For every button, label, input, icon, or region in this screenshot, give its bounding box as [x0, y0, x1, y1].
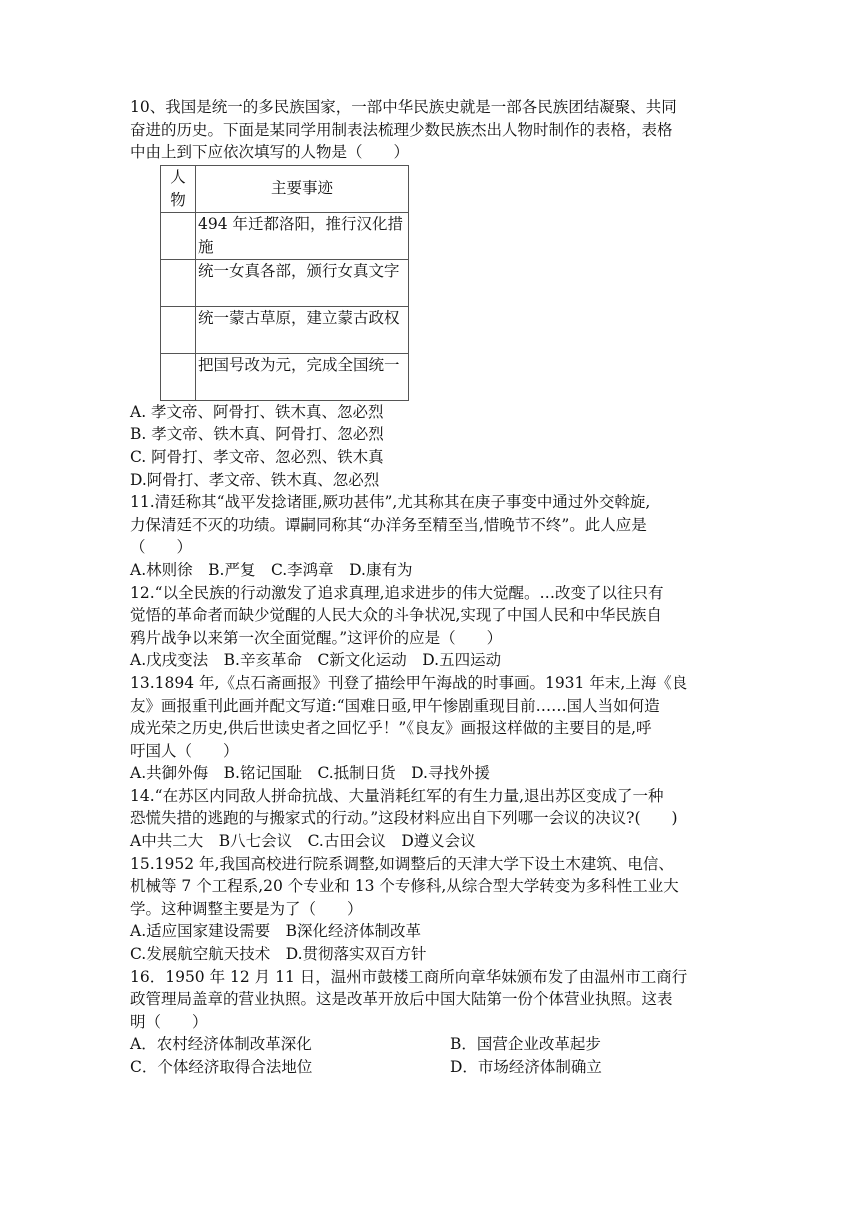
table-deed-cell: 统一女真各部，颁行女真文字 — [196, 259, 409, 306]
q16-option-row — [130, 1033, 730, 1056]
q10-option: A. 孝文帝、阿骨打、铁木真、忽必烈 — [130, 402, 384, 421]
question-15 — [130, 853, 730, 966]
q15-stem-line: 机械等 7 个工程系,20 个专业和 13 个专修科,从综合型大学转变为多科性工业大 — [130, 877, 679, 896]
table-header-deeds: 主要事迹 — [196, 165, 409, 212]
q12-stem-line: 鸦片战争以来第一次全面觉醒。”这评价的应是（ ） — [130, 628, 503, 647]
question-14 — [130, 785, 730, 853]
q16-option-d: D．市场经济体制确立 — [450, 1058, 602, 1076]
q16-stem-line: 16．1950 年 12 月 11 日，温州市鼓楼工商所向章华妹颁布发了由温州市工商行 — [130, 967, 688, 986]
q10-stem-line: 奋进的历史。下面是某同学用制表法梳理少数民族杰出人物时制作的表格，表格 — [130, 120, 673, 139]
q10-stem-line: 10、我国是统一的多民族国家，一部中华民族史就是一部各民族团结凝聚、共同 — [130, 98, 677, 116]
table-person-cell — [161, 353, 196, 400]
q13-stem-line: 成光荣之历史,供后世读史者之回忆乎！”《良友》画报这样做的主要目的是,呼 — [130, 719, 652, 738]
q13-stem-line: 吁国人（ ） — [130, 741, 239, 760]
q10-stem-line: 中由上到下应依次填写的人物是（ ） — [130, 143, 410, 162]
q11-stem-line: （ ） — [130, 538, 193, 557]
q10-option: D.阿骨打、孝文帝、铁木真、忽必烈 — [130, 470, 380, 489]
q11-stem-line: 11.清廷称其“战平发捻诸匪,厥功甚伟”,尤其称其在庚子事变中通过外交斡旋, — [130, 493, 651, 512]
question-11 — [130, 491, 730, 581]
q16-option-c: C．个体经济取得合法地位 — [130, 1058, 313, 1076]
q10-table — [160, 165, 409, 401]
q11-options: A.林则徐 B.严复 C.李鸿章 D.康有为 — [130, 560, 413, 579]
table-deed-cell: 把国号改为元，完成全国统一 — [196, 353, 409, 400]
q10-option: C. 阿骨打、孝文帝、忽必烈、铁木真 — [130, 447, 384, 466]
question-12 — [130, 582, 730, 672]
table-person-cell — [161, 212, 196, 259]
q15-option-row: A.适应国家建设需要 B深化经济体制改革 — [130, 922, 422, 941]
q13-options: A.共御外侮 B.铭记国耻 C.抵制日货 D.寻找外援 — [130, 764, 490, 783]
question-13 — [130, 672, 730, 785]
q16-option-b: B．国营企业改革起步 — [450, 1035, 601, 1054]
table-deed-cell: 统一蒙古草原，建立蒙古政权 — [196, 306, 409, 353]
q14-stem-line: 14.“在苏区内同敌人拼命抗战、大量消耗红军的有生力量,退出苏区变成了一种 — [130, 786, 664, 805]
q14-options: A中共二大 B八七会议 C.古田会议 D遵义会议 — [130, 832, 476, 851]
q16-option-row — [130, 1056, 730, 1079]
exam-page — [130, 96, 730, 1079]
q12-options: A.戊戌变法 B.辛亥革命 C新文化运动 D.五四运动 — [130, 651, 502, 670]
table-person-cell — [161, 306, 196, 353]
q14-stem-line: 恐慌失措的逃跑的与搬家式的行动。”这段材料应出自下列哪一会议的决议?( ) — [130, 809, 678, 828]
q15-option-row: C.发展航空航天技术 D.贯彻落实双百方针 — [130, 945, 427, 964]
q16-option-a: A．农村经济体制改革深化 — [130, 1035, 312, 1054]
q11-stem-line: 力保清廷不灭的功绩。谭嗣同称其“办洋务至精至当,惜晚节不终”。此人应是 — [130, 515, 647, 534]
table-person-cell — [161, 259, 196, 306]
q15-stem-line: 学。这种调整主要是为了（ ） — [130, 899, 363, 918]
q12-stem-line: 觉悟的革命者而缺少觉醒的人民大众的斗争状况,实现了中国人民和中华民族自 — [130, 606, 662, 625]
question-10 — [130, 96, 730, 491]
table-header-person: 人物 — [161, 165, 196, 212]
q12-stem-line: 12.“以全民族的行动激发了追求真理,追求进步的伟大觉醒。…改变了以往只有 — [130, 583, 664, 602]
q16-stem-line: 明（ ） — [130, 1012, 208, 1031]
q15-stem-line: 15.1952 年,我国高校进行院系调整,如调整后的天津大学下设土木建筑、电信、 — [130, 854, 674, 873]
q13-stem-line: 13.1894 年,《点石斋画报》刊登了描绘甲午海战的时事画。1931 年末,上海《良 — [130, 673, 688, 692]
q10-option: B. 孝文帝、铁木真、阿骨打、忽必烈 — [130, 425, 384, 444]
question-16 — [130, 966, 730, 1079]
q16-stem-line: 政管理局盖章的营业执照。这是改革开放后中国大陆第一份个体营业执照。这表 — [130, 990, 673, 1009]
table-deed-cell: 494 年迁都洛阳，推行汉化措施 — [196, 212, 409, 259]
q13-stem-line: 友》画报重刊此画并配文写道:“国难日亟,甲午惨剧重现目前……国人当如何造 — [130, 696, 660, 715]
